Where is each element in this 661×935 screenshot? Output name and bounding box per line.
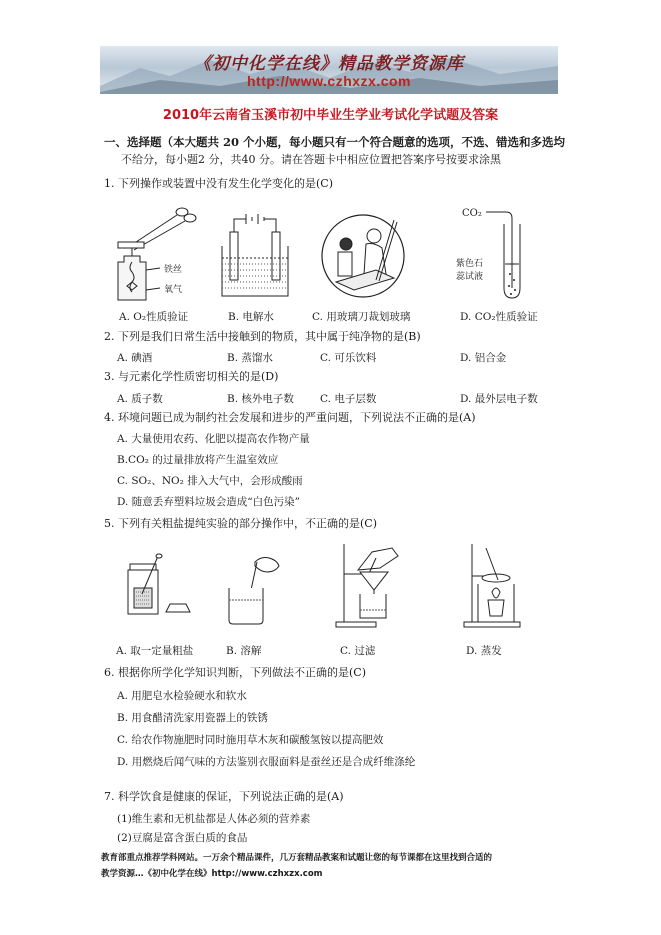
- evaporation-setup-diagram: [462, 540, 526, 630]
- header-banner: [100, 46, 558, 94]
- salt-jar-spoon-diagram: [126, 554, 192, 620]
- q7-item-1: (1)维生素和无机盐都是人体必须的营养素: [117, 813, 311, 825]
- q5-option-b: B. 溶解: [226, 645, 262, 657]
- section-heading-cont: 不给分，每小题2 分，共40 分。请在答题卡中相应位置把答案序号按要求涂黑: [121, 153, 501, 166]
- label-litmus-1: 紫色石: [456, 259, 484, 269]
- q5-option-c: C. 过滤: [340, 645, 376, 657]
- co2-litmus-test-tube-diagram: [456, 204, 536, 304]
- label-iron-wire: 铁丝: [164, 265, 183, 275]
- q4-option-d: D. 随意丢弃塑料垃圾会造成“白色污染”: [117, 496, 300, 508]
- q2-option-d: D. 铝合金: [460, 352, 507, 364]
- q2-stem: 2. 下列是我们日常生活中接触到的物质，其中属于纯净物的是(B): [104, 330, 421, 343]
- q6-option-a: A. 用肥皂水检验硬水和软水: [117, 690, 247, 702]
- q1-stem: 1. 下列操作或装置中没有发生化学变化的是(C): [104, 177, 333, 190]
- footer-promo-line2[interactable]: 教学资源…《初中化学在线》http://www.czhxzx.com: [101, 869, 323, 879]
- q5-stem: 5. 下列有关粗盐提纯实验的部分操作中，不正确的是(C): [104, 517, 377, 530]
- q3-option-a: A. 质子数: [117, 393, 163, 405]
- q1-option-c: C. 用玻璃刀裁划玻璃: [312, 311, 411, 323]
- banner-url[interactable]: http://www.czhxzx.com: [247, 73, 411, 89]
- q7-item-2: (2)豆腐是富含蛋白质的食品: [117, 832, 248, 844]
- q6-option-b: B. 用食醋清洗家用瓷器上的铁锈: [117, 712, 268, 724]
- document-title: 2010年云南省玉溪市初中毕业生学业考试化学试题及答案: [162, 108, 499, 123]
- glass-cutting-illustration: [320, 208, 406, 306]
- electrolysis-diagram: [220, 212, 292, 300]
- label-litmus-2: 蕊试液: [456, 272, 484, 282]
- q1-option-a: A. O₂性质验证: [119, 311, 189, 323]
- q4-option-c: C. SO₂、NO₂ 排入大气中，会形成酸雨: [117, 475, 303, 487]
- q6-option-d: D. 用燃烧后闻气味的方法鉴别衣服面料是蚕丝还是合成纤维涤纶: [117, 756, 416, 768]
- label-co2: CO₂: [462, 208, 482, 219]
- q1-option-d: D. CO₂性质验证: [460, 311, 538, 323]
- q3-option-d: D. 最外层电子数: [460, 393, 538, 405]
- q2-option-a: A. 碘酒: [117, 352, 153, 364]
- filtration-setup-diagram: [336, 540, 406, 630]
- q1-option-b: B. 电解水: [228, 311, 274, 323]
- q3-option-b: B. 核外电子数: [227, 393, 294, 405]
- iron-burning-oxygen-diagram: [110, 198, 220, 306]
- footer-promo-line1: 教育部重点推荐学科网站。一万余个精品课件，几万套精品教案和试题让您的每节课都在这里找到合适的: [101, 853, 493, 863]
- banner-title: 《初中化学在线》精品教学资源库: [194, 54, 464, 74]
- q4-stem: 4. 环境问题已成为制约社会发展和进步的严重问题，下列说法不正确的是(A): [104, 411, 476, 424]
- section-heading: 一、选择题（本大题共 20 个小题，每小题只有一个符合题意的选项，不选、错选和多选均: [104, 135, 566, 149]
- q2-option-c: C. 可乐饮料: [320, 352, 377, 364]
- dissolving-beaker-diagram: [225, 548, 285, 628]
- q4-option-a: A. 大量使用农药、化肥以提高农作物产量: [117, 433, 310, 445]
- label-oxygen: 氧气: [164, 285, 183, 295]
- q5-option-a: A. 取一定量粗盐: [116, 645, 194, 657]
- q4-option-b: B.CO₂ 的过量排放将产生温室效应: [117, 454, 279, 466]
- q3-option-c: C. 电子层数: [320, 393, 377, 405]
- q6-option-c: C. 给农作物施肥时同时施用草木灰和碳酸氢铵以提高肥效: [117, 734, 384, 746]
- q5-option-d: D. 蒸发: [466, 645, 502, 657]
- q7-stem: 7. 科学饮食是健康的保证，下列说法正确的是(A): [104, 790, 344, 803]
- q6-stem: 6. 根据你所学化学知识判断，下列做法不正确的是(C): [104, 666, 366, 679]
- q3-stem: 3. 与元素化学性质密切相关的是(D): [104, 370, 279, 383]
- q2-option-b: B. 蒸馏水: [227, 352, 273, 364]
